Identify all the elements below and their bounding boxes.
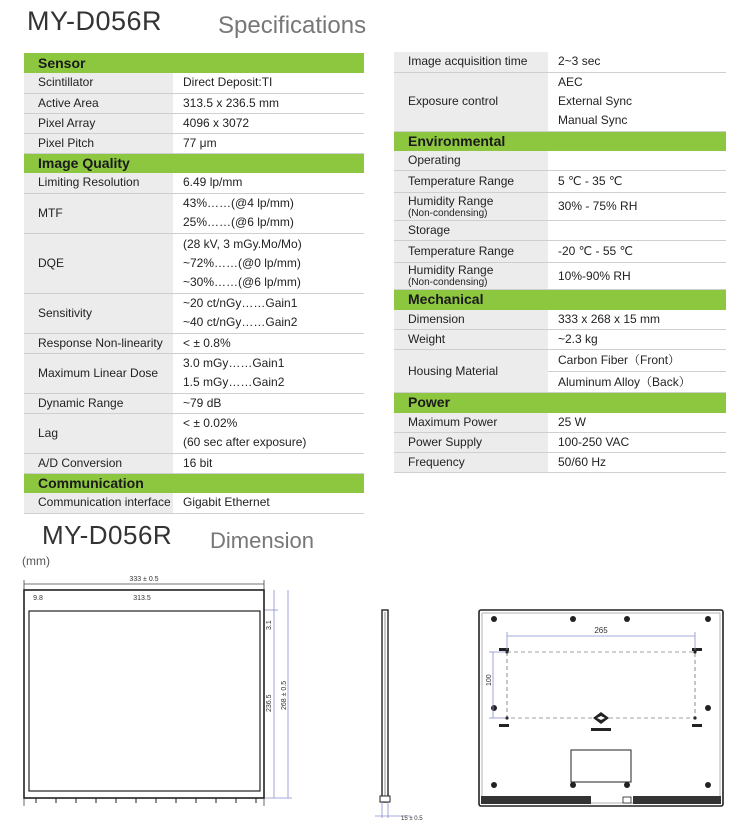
table-row: Temperature Range 5 ℃ - 35 ℃	[394, 171, 726, 193]
table-row: Sensitivity ~20 ct/nGy……Gain1 ~40 ct/nGy……Gain2	[24, 293, 364, 333]
front-view-drawing	[16, 570, 306, 815]
communication-heading: Communication	[24, 473, 364, 493]
image-quality-heading: Image Quality	[24, 153, 364, 173]
table-row: Maximum Power 25 W	[394, 413, 726, 433]
left-spec-table	[24, 53, 364, 514]
table-row: A/D Conversion 16 bit	[24, 453, 364, 473]
table-row: Maximum Linear Dose 3.0 mGy……Gain1 1.5 mGy……Gain2	[24, 353, 364, 393]
back-view-drawing	[475, 600, 730, 810]
table-row: Weight ~2.3 kg	[394, 330, 726, 350]
table-row: Storage	[394, 221, 726, 241]
table-row: Image acquisition time 2~3 sec	[394, 52, 726, 72]
table-row: Housing Material Carbon Fiber（Front）	[394, 350, 726, 372]
table-row: Power Supply 100-250 VAC	[394, 432, 726, 452]
dimension-title: Dimension	[210, 528, 314, 553]
top-offset-label: 3.1	[266, 620, 273, 630]
table-row: Communication interface Gigabit Ethernet	[24, 493, 364, 513]
table-row: Dimension 333 x 268 x 15 mm	[394, 310, 726, 330]
thickness-label: 15 ± 0.5	[401, 816, 423, 822]
power-heading: Power	[394, 393, 726, 413]
height-dimension-label: 268 ± 0.5	[281, 680, 288, 710]
table-row: Exposure control AEC External Sync Manual Sync	[394, 72, 726, 131]
right-spec-table	[394, 52, 726, 473]
hole-span-x-label: 265	[594, 626, 608, 635]
table-row: Aluminum Alloy（Back）	[394, 372, 726, 393]
table-row: Pixel Array 4096 x 3072	[24, 113, 364, 133]
offset-dimension-label: 9.8	[33, 595, 43, 602]
table-row: Frequency 50/60 Hz	[394, 452, 726, 472]
mechanical-heading: Mechanical	[394, 290, 726, 310]
table-row: Lag < ± 0.02% (60 sec after exposure)	[24, 413, 364, 453]
table-row: Humidity Range (Non-condensing) 30% - 75% RH	[394, 193, 726, 221]
table-row: Dynamic Range ~79 dB	[24, 393, 364, 413]
table-row: Limiting Resolution 6.49 lp/mm	[24, 173, 364, 193]
table-row: Response Non-linearity < ± 0.8%	[24, 333, 364, 353]
table-row: MTF 43%……(@4 lp/mm) 25%……(@6 lp/mm)	[24, 193, 364, 233]
table-row: DQE (28 kV, 3 mGy.Mo/Mo) ~72%……(@0 lp/mm) ~30%……(@6 lp/mm)	[24, 233, 364, 293]
table-row: Scintillator Direct Deposit:TI	[24, 73, 364, 93]
table-row: Humidity Range (Non-condensing) 10%-90% RH	[394, 263, 726, 290]
width-dimension-label: 333 ± 0.5	[129, 576, 159, 583]
active-height-label: 236.5	[266, 694, 273, 712]
unit-label: (mm)	[22, 554, 50, 568]
model-title: MY-D056R	[27, 6, 163, 36]
active-width-label: 313.5	[133, 595, 151, 602]
sensor-heading: Sensor	[24, 53, 364, 73]
environmental-heading: Environmental	[394, 131, 726, 151]
table-row: Pixel Pitch 77 μm	[24, 133, 364, 153]
table-row: Active Area 313.5 x 236.5 mm	[24, 93, 364, 113]
table-row: Temperature Range -20 ℃ - 55 ℃	[394, 241, 726, 263]
side-view-drawing	[365, 600, 435, 825]
specifications-title: Specifications	[218, 12, 367, 39]
table-row: Operating	[394, 151, 726, 171]
dimension-model-title: MY-D056R	[42, 520, 173, 550]
hole-span-y-label: 100	[486, 674, 493, 686]
